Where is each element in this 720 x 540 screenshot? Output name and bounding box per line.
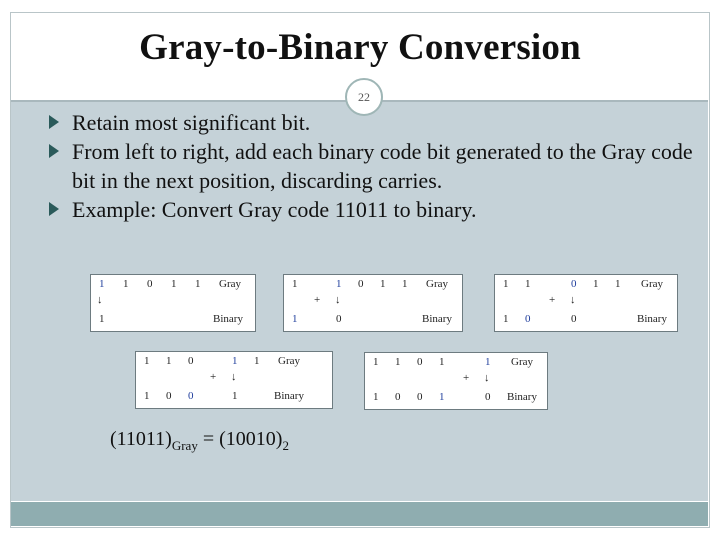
binary-label: Binary <box>422 313 452 325</box>
conversion-step-4 <box>135 351 333 409</box>
binary-digit: 1 <box>292 313 298 325</box>
gray-digit: 1 <box>144 355 150 367</box>
bullet-icon <box>48 143 62 161</box>
bullet-item <box>48 137 698 195</box>
gray-digit: 1 <box>123 278 129 290</box>
binary-digit: 0 <box>188 390 194 402</box>
binary-label: Binary <box>213 313 243 325</box>
bullet-item <box>48 195 698 224</box>
binary-digit: 0 <box>571 313 577 325</box>
conversion-step-2 <box>283 274 463 332</box>
gray-digit: 1 <box>525 278 531 290</box>
result-gray-subscript: Gray <box>171 438 198 453</box>
binary-digit: 0 <box>166 390 172 402</box>
gray-digit: 1 <box>171 278 177 290</box>
plus-sign: + <box>314 294 321 306</box>
gray-digit: 1 <box>593 278 599 290</box>
gray-label: Gray <box>511 356 533 368</box>
gray-digit: 0 <box>147 278 153 290</box>
binary-digit: 1 <box>373 391 379 403</box>
bullet-text: Example: Convert Gray code 11011 to binary. <box>72 197 477 222</box>
gray-digit: 1 <box>373 356 379 368</box>
gray-digit: 1 <box>503 278 509 290</box>
gray-digit: 1 <box>615 278 621 290</box>
gray-digit: 0 <box>188 355 194 367</box>
bullet-icon <box>48 201 62 219</box>
binary-digit: 1 <box>99 313 105 325</box>
bullet-text: From left to right, add each binary code bit generated to the Gray code bit in the next position, discarding carries. <box>72 139 693 193</box>
gray-digit: 0 <box>358 278 364 290</box>
gray-label: Gray <box>641 278 663 290</box>
result-binary: = (10010) <box>197 428 283 450</box>
gray-digit: 1 <box>99 278 105 290</box>
binary-label: Binary <box>507 391 537 403</box>
binary-digit: 1 <box>503 313 509 325</box>
bullet-item <box>48 108 698 137</box>
binary-digit: 1 <box>144 390 150 402</box>
gray-digit: 1 <box>195 278 201 290</box>
result-gray: (11011) <box>110 428 172 450</box>
gray-digit: 1 <box>292 278 298 290</box>
binary-digit: 0 <box>525 313 531 325</box>
gray-label: Gray <box>278 355 300 367</box>
gray-digit: 1 <box>485 356 491 368</box>
binary-digit: 0 <box>485 391 491 403</box>
binary-digit: 0 <box>336 313 342 325</box>
bullet-icon <box>48 114 62 132</box>
gray-digit: 0 <box>571 278 577 290</box>
binary-label: Binary <box>274 390 304 402</box>
conversion-result <box>110 428 289 454</box>
binary-digit: 0 <box>417 391 423 403</box>
gray-digit: 0 <box>417 356 423 368</box>
plus-sign: + <box>549 294 556 306</box>
result-binary-subscript: 2 <box>282 438 289 453</box>
gray-digit: 1 <box>254 355 260 367</box>
plus-sign: + <box>210 371 217 383</box>
down-arrow: ↓ <box>570 294 576 306</box>
slide-number: 22 <box>345 78 383 116</box>
binary-digit: 1 <box>439 391 445 403</box>
down-arrow: ↓ <box>335 294 341 306</box>
down-arrow: ↓ <box>484 372 490 384</box>
plus-sign: + <box>463 372 470 384</box>
conversion-step-5 <box>364 352 548 410</box>
gray-digit: 1 <box>166 355 172 367</box>
binary-digit: 1 <box>232 390 238 402</box>
gray-digit: 1 <box>439 356 445 368</box>
gray-digit: 1 <box>395 356 401 368</box>
bullet-list <box>48 108 698 224</box>
slide-title: Gray-to-Binary Conversion <box>139 27 581 68</box>
gray-digit: 1 <box>336 278 342 290</box>
conversion-step-3 <box>494 274 678 332</box>
gray-label: Gray <box>426 278 448 290</box>
gray-digit: 1 <box>232 355 238 367</box>
gray-label: Gray <box>219 278 241 290</box>
down-arrow: ↓ <box>231 371 237 383</box>
footer-bar <box>11 502 708 526</box>
conversion-step-1 <box>90 274 256 332</box>
gray-digit: 1 <box>380 278 386 290</box>
gray-digit: 1 <box>402 278 408 290</box>
binary-label: Binary <box>637 313 667 325</box>
down-arrow: ↓ <box>97 294 103 306</box>
binary-digit: 0 <box>395 391 401 403</box>
bullet-text: Retain most significant bit. <box>72 110 311 135</box>
